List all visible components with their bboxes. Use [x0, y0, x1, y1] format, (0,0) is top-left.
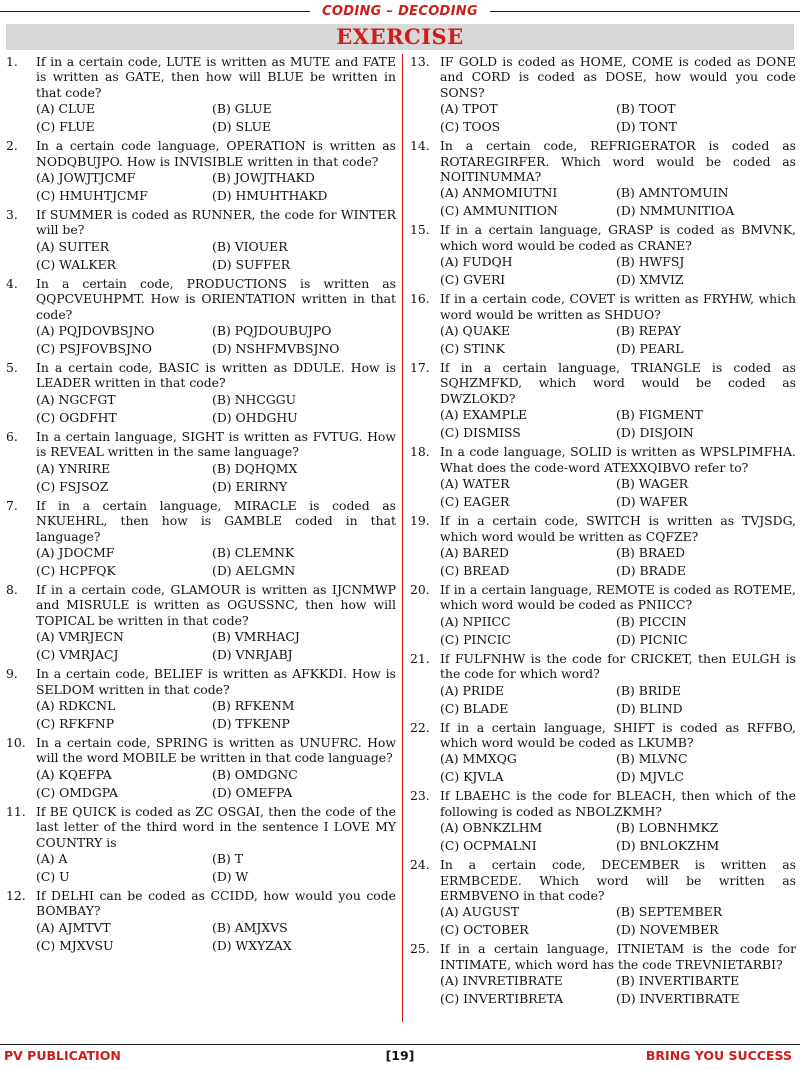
question-number: 2.	[6, 138, 18, 154]
answer-option: (A) QUAKE	[440, 323, 511, 339]
answer-option: (A) PQJDOVBSJNO	[36, 323, 155, 339]
question-number: 24.	[410, 857, 430, 873]
answer-options	[36, 628, 396, 664]
question-item	[6, 582, 396, 664]
question-number: 20.	[410, 581, 430, 597]
answer-options	[36, 697, 396, 733]
answer-option: (D) BLIND	[616, 700, 683, 716]
question-item	[410, 444, 796, 511]
answer-option: (C) INVERTIBRETA	[440, 991, 564, 1007]
answer-option: (C) STINK	[440, 341, 505, 357]
question-stem	[6, 207, 396, 238]
answer-option: (A) ANMOMIUTNI	[440, 185, 558, 201]
question-number: 19.	[410, 513, 430, 529]
answer-option: (A) MMXQG	[440, 751, 517, 767]
answer-option: (D) OMEFPA	[212, 784, 293, 800]
footer-slogan: BRING YOU SUCCESS	[645, 1048, 792, 1063]
answer-options	[440, 972, 796, 1008]
answer-option: (D) BRADE	[616, 562, 686, 578]
page-header	[0, 0, 800, 22]
answer-option: (B) AMJXVS	[212, 919, 288, 935]
answer-option: (A) FUDQH	[440, 254, 513, 270]
answer-option: (D) TONT	[616, 119, 678, 135]
question-number: 21.	[410, 650, 430, 666]
question-text: If FULFNHW is the code for CRICKET, then EULGH is the code for which word?	[440, 650, 796, 682]
answer-option: (D) PEARL	[616, 341, 684, 357]
answer-options	[440, 544, 796, 580]
question-number: 17.	[410, 360, 430, 376]
answer-option: (B) VIOUER	[212, 238, 288, 254]
question-number: 3.	[6, 207, 18, 223]
question-stem	[6, 276, 396, 322]
question-item	[410, 857, 796, 939]
question-number: 1.	[6, 54, 18, 69]
question-item	[410, 941, 796, 1008]
question-stem	[6, 888, 396, 919]
answer-option: (B) CLEMNK	[212, 544, 295, 560]
answer-option: (D) INVERTIBRATE	[616, 991, 740, 1007]
question-stem	[410, 444, 796, 475]
question-text: In a certain code, SPRING is written as UNUFRC. How will the word MOBILE be written in that code language?	[36, 734, 396, 766]
question-number: 7.	[6, 497, 18, 513]
question-item	[410, 360, 796, 442]
answer-option: (B) VMRHACJ	[212, 629, 300, 645]
question-text: If in a certain language, GRASP is coded as BMVNK, which word would be coded as CRANE?	[440, 222, 796, 253]
answer-option: (B) NHCGGU	[212, 391, 297, 407]
answer-options	[36, 850, 396, 886]
answer-option: (B) REPAY	[616, 323, 681, 339]
answer-option: (A) JOWJTJCMF	[36, 170, 136, 186]
chapter-title: CODING – DECODING	[322, 3, 478, 19]
header-rule-right	[490, 11, 800, 12]
question-item	[410, 651, 796, 718]
question-text: If DELHI can be coded as CCIDD, how would you code BOMBAY?	[36, 887, 396, 919]
question-text: If in a certain code, GLAMOUR is written as IJCNMWP and MISRULE is written as OGUSSNC, then how will TOPICAL be written in that code?	[36, 581, 396, 628]
answer-option: (A) VMRJECN	[36, 629, 124, 645]
answer-option: (C) HMUHTJCMF	[36, 188, 148, 204]
column-divider	[402, 54, 403, 1022]
question-text: If BE QUICK is coded as ZC OSGAI, then the code of the last letter of the third word in the sentence I LOVE MY COUNTRY is	[36, 803, 396, 850]
answer-option: (C) DISMISS	[440, 425, 521, 441]
answer-options	[36, 322, 396, 358]
answer-option: (C) BREAD	[440, 562, 510, 578]
answer-options	[440, 253, 796, 289]
answer-option: (D) WXYZAX	[212, 937, 292, 953]
answer-option: (C) VMRJACJ	[36, 647, 119, 663]
question-number: 9.	[6, 666, 18, 682]
answer-option: (D) HMUHTHAKD	[212, 188, 328, 204]
answer-option: (C) EAGER	[440, 494, 510, 510]
question-text: In a certain code, REFRIGERATOR is coded as ROTAREGIRFER. Which word would be coded as NOITINUMMA?	[440, 138, 796, 185]
question-text: If in a certain language, ITNIETAM is the code for INTIMATE, which word has the code TREVNIETARBI?	[440, 941, 796, 972]
right-column	[410, 54, 796, 1010]
answer-option: (A) NPIICC	[440, 613, 511, 629]
question-text: In a certain code, BASIC is written as DDULE. How is LEADER written in that code?	[36, 360, 396, 391]
answer-option: (C) PSJFOVBSJNO	[36, 341, 152, 357]
answer-option: (B) SEPTEMBER	[616, 904, 723, 920]
header-rule-left	[0, 11, 310, 12]
answer-option: (A) RDKCNL	[36, 697, 116, 713]
answer-option: (B) GLUE	[212, 101, 272, 117]
answer-option: (D) XMVIZ	[616, 272, 684, 288]
question-number: 6.	[6, 428, 18, 444]
answer-options	[36, 544, 396, 580]
answer-option: (D) PICNIC	[616, 631, 688, 647]
question-number: 23.	[410, 788, 430, 804]
footer-rule	[0, 1044, 800, 1045]
question-item	[6, 54, 396, 136]
answer-option: (C) BLADE	[440, 700, 509, 716]
answer-options	[440, 406, 796, 442]
question-stem	[6, 138, 396, 169]
page-footer	[0, 1040, 800, 1070]
question-stem	[410, 720, 796, 751]
answer-option: (A) BARED	[440, 544, 509, 560]
question-number: 10.	[6, 734, 26, 750]
answer-option: (C) KJVLA	[440, 769, 504, 785]
answer-option: (A) KQEFPA	[36, 766, 112, 782]
answer-options	[36, 238, 396, 274]
answer-options	[440, 613, 796, 649]
question-item	[6, 498, 396, 580]
publisher-name: PV PUBLICATION	[4, 1048, 121, 1063]
answer-option: (D) AELGMN	[212, 562, 296, 578]
question-item	[410, 222, 796, 289]
question-text: If in a certain language, TRIANGLE is coded as SQHZMFKD, which word would be coded as DWZLOKD?	[440, 360, 796, 406]
answer-option: (A) OBNKZLHM	[440, 820, 543, 836]
answer-options	[440, 819, 796, 855]
question-number: 4.	[6, 275, 18, 291]
answer-option: (B) TOOT	[616, 101, 676, 117]
question-text: If in a certain code, SWITCH is written as TVJSDG, which word would be written as CQFZE?	[440, 513, 796, 544]
answer-option: (C) OGDFHT	[36, 409, 117, 425]
answer-option: (D) NOVEMBER	[616, 922, 719, 938]
question-number: 13.	[410, 54, 430, 69]
answer-option: (D) DISJOIN	[616, 425, 694, 441]
answer-options	[36, 391, 396, 427]
answer-options	[440, 475, 796, 511]
question-number: 8.	[6, 581, 18, 597]
question-text: If in a certain language, REMOTE is coded as ROTEME, which word would be coded as PNIICC?	[440, 581, 796, 613]
question-text: If SUMMER is coded as RUNNER, the code for WINTER will be?	[36, 207, 396, 238]
question-text: In a certain code, PRODUCTIONS is written as QQPCVEUHPMT. How is ORIENTATION written in that code?	[36, 275, 396, 322]
question-text: If in a certain code, COVET is written as FRYHW, which word would be written as SHDUO?	[440, 291, 796, 322]
question-item	[6, 666, 396, 733]
answer-option: (C) MJXVSU	[36, 937, 114, 953]
answer-option: (B) INVERTIBARTE	[616, 973, 740, 989]
answer-option: (D) WAFER	[616, 494, 688, 510]
answer-option: (B) PICCIN	[616, 613, 687, 629]
question-item	[6, 804, 396, 886]
answer-options	[36, 169, 396, 205]
answer-option: (B) FIGMENT	[616, 407, 703, 423]
answer-option: (A) NGCFGT	[36, 391, 116, 407]
answer-option: (A) TPOT	[440, 101, 498, 117]
answer-option: (A) SUITER	[36, 238, 110, 254]
question-stem	[410, 291, 796, 322]
page-number: [19]	[385, 1048, 415, 1063]
answer-option: (A) AUGUST	[440, 904, 520, 920]
answer-option: (C) TOOS	[440, 119, 501, 135]
question-number: 25.	[410, 941, 430, 957]
question-text: In a certain language, SIGHT is written as FVTUG. How is REVEAL written in the same language?	[36, 428, 396, 460]
answer-option: (D) BNLOKZHM	[616, 838, 720, 854]
question-number: 14.	[410, 138, 430, 154]
answer-option: (D) SUFFER	[212, 256, 291, 272]
answer-options	[36, 100, 396, 136]
question-text: In a certain code, DECEMBER is written as ERMBCEDE. Which word will be written as ERMBVENO in that code?	[440, 857, 796, 903]
question-stem	[410, 582, 796, 613]
answer-option: (A) PRIDE	[440, 682, 505, 698]
answer-option: (B) WAGER	[616, 476, 689, 492]
question-item	[410, 291, 796, 358]
question-text: IF GOLD is coded as HOME, COME is coded as DONE and CORD is coded as DOSE, how would you code SONS?	[440, 54, 796, 100]
question-text: If LBAEHC is the code for BLEACH, then which of the following is coded as NBOLZKMH?	[440, 788, 796, 819]
left-column	[6, 54, 396, 957]
question-item	[6, 429, 396, 496]
question-number: 11.	[6, 803, 26, 819]
answer-option: (D) NMMUNITIOA	[616, 203, 735, 219]
question-stem	[6, 735, 396, 766]
question-item	[410, 54, 796, 136]
answer-option: (B) AMNTOMUIN	[616, 185, 729, 201]
answer-option: (C) RFKFNP	[36, 715, 115, 731]
answer-option: (A) A	[36, 850, 68, 866]
question-item	[410, 720, 796, 787]
question-stem	[6, 666, 396, 697]
answer-option: (C) FSJSOZ	[36, 478, 109, 494]
answer-option: (D) OHDGHU	[212, 409, 298, 425]
question-item	[410, 582, 796, 649]
answer-option: (B) RFKENM	[212, 697, 295, 713]
answer-option: (C) OCPMALNI	[440, 838, 537, 854]
answer-option: (A) JDOCMF	[36, 544, 115, 560]
answer-option: (B) LOBNHMKZ	[616, 820, 719, 836]
answer-option: (C) U	[36, 868, 70, 884]
answer-options	[36, 766, 396, 802]
answer-option: (B) BRAED	[616, 544, 686, 560]
answer-options	[440, 184, 796, 220]
question-text: In a code language, SOLID is written as WPSLPIMFHA. What does the code-word ATEXXQIBVO refer to?	[440, 444, 796, 475]
answer-option: (C) HCPFQK	[36, 562, 116, 578]
question-stem	[6, 54, 396, 100]
question-item	[6, 207, 396, 274]
question-text: In a certain code language, OPERATION is written as NODQBUJPO. How is INVISIBLE written in that code?	[36, 138, 396, 169]
question-item	[6, 138, 396, 205]
answer-option: (B) HWFSJ	[616, 254, 685, 270]
question-item	[410, 138, 796, 220]
answer-option: (C) OMDGPA	[36, 784, 118, 800]
answer-options	[36, 919, 396, 955]
answer-option: (D) NSHFMVBSJNO	[212, 341, 340, 357]
answer-option: (D) MJVLC	[616, 769, 684, 785]
question-number: 22.	[410, 719, 430, 735]
question-stem	[6, 804, 396, 850]
exercise-banner: EXERCISE	[6, 24, 794, 50]
answer-option: (B) BRIDE	[616, 682, 682, 698]
answer-option: (A) INVRETIBRATE	[440, 973, 563, 989]
answer-option: (D) W	[212, 868, 249, 884]
question-item	[6, 888, 396, 955]
answer-option: (C) FLUE	[36, 119, 95, 135]
answer-option: (A) CLUE	[36, 101, 96, 117]
question-stem	[410, 513, 796, 544]
question-number: 5.	[6, 360, 18, 376]
question-stem	[410, 788, 796, 819]
answer-option: (A) AJMTVT	[36, 919, 111, 935]
question-stem	[410, 138, 796, 184]
answer-options	[36, 460, 396, 496]
question-item	[6, 735, 396, 802]
question-stem	[410, 857, 796, 903]
question-text: In a certain code, BELIEF is written as AFKKDI. How is SELDOM written in that code?	[36, 666, 396, 697]
question-text: If in a certain code, LUTE is written as MUTE and FATE is written as GATE, then how will BLUE be written in that code?	[36, 54, 396, 100]
question-stem	[410, 941, 796, 972]
question-number: 18.	[410, 444, 430, 460]
question-stem	[410, 222, 796, 253]
question-stem	[410, 651, 796, 682]
answer-option: (A) WATER	[440, 476, 510, 492]
answer-options	[440, 322, 796, 358]
answer-option: (A) YNRIRE	[36, 460, 111, 476]
answer-option: (C) AMMUNITION	[440, 203, 558, 219]
answer-option: (D) TFKENP	[212, 715, 290, 731]
answer-options	[440, 100, 796, 136]
question-stem	[6, 582, 396, 628]
answer-option: (C) WALKER	[36, 256, 117, 272]
question-number: 15.	[410, 222, 430, 238]
answer-option: (A) EXAMPLE	[440, 407, 528, 423]
answer-option: (D) ERIRNY	[212, 478, 288, 494]
question-stem	[6, 360, 396, 391]
answer-option: (B) OMDGNC	[212, 766, 298, 782]
question-item	[6, 360, 396, 427]
answer-option: (B) PQJDOUBUJPO	[212, 323, 332, 339]
question-stem	[6, 498, 396, 544]
answer-options	[440, 682, 796, 718]
question-stem	[6, 429, 396, 460]
answer-option: (C) OCTOBER	[440, 922, 529, 938]
answer-options	[440, 903, 796, 939]
answer-option: (B) JOWJTHAKD	[212, 170, 315, 186]
answer-option: (B) DQHQMX	[212, 460, 298, 476]
question-text: If in a certain language, SHIFT is coded as RFFBO, which word would be coded as LKUMB?	[440, 719, 796, 750]
question-number: 12.	[6, 887, 26, 903]
answer-options	[440, 750, 796, 786]
question-item	[410, 513, 796, 580]
answer-option: (D) SLUE	[212, 119, 272, 135]
question-number: 16.	[410, 291, 430, 307]
question-item	[410, 788, 796, 855]
answer-option: (B) T	[212, 850, 243, 866]
answer-option: (C) GVERI	[440, 272, 506, 288]
question-text: If in a certain language, MIRACLE is coded as NKUEHRL, then how is GAMBLE coded in that language?	[36, 497, 396, 544]
answer-option: (B) MLVNC	[616, 751, 688, 767]
question-stem	[410, 54, 796, 100]
question-item	[6, 276, 396, 358]
question-stem	[410, 360, 796, 406]
answer-option: (D) VNRJABJ	[212, 647, 293, 663]
answer-option: (C) PINCIC	[440, 631, 512, 647]
